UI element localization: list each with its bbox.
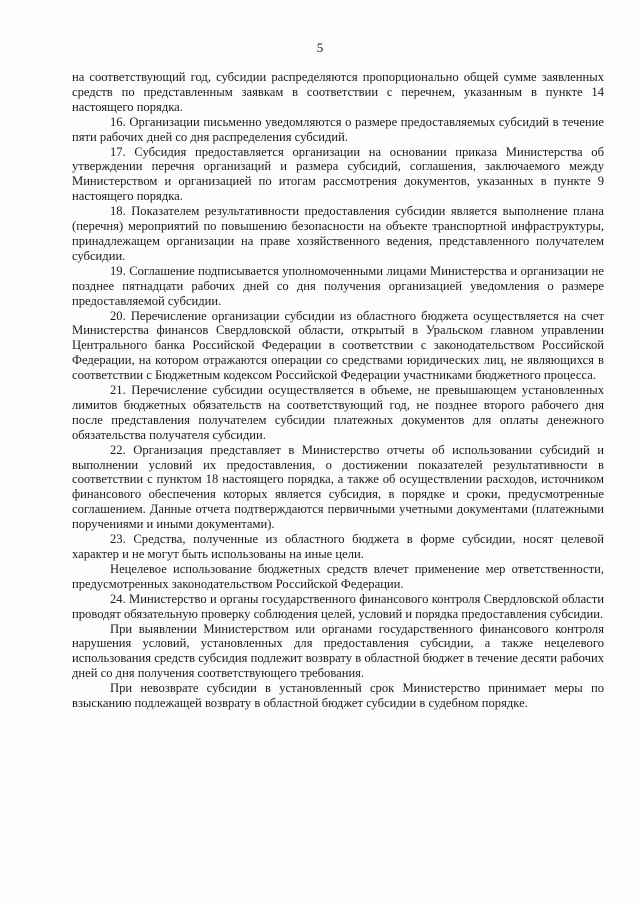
paragraph-18: 18. Показателем результативности предоставления субсидии является выполнение плана (перечня) мероприятий по повышению безопасности на объекте транспортной инфраструктуры, принадлежащем организации на праве хозяйственного ведения, представленного получателем субсидии. — [72, 204, 604, 263]
paragraph-20: 20. Перечисление организации субсидии из областного бюджета осуществляется на счет Министерства финансов Свердловской области, открытый в Уральском главном управлении Центрального банка Российской Федерации в соответствии с законодательством Российской Федерации, на котором отражаются операции со средствами юридических лиц, не являющихся в соответствии с Бюджетным кодексом Российской Федерации участниками бюджетного процесса. — [72, 308, 604, 383]
paragraph-16: 16. Организации письменно уведомляются о размере предоставляемых субсидий в течение пяти рабочих дней со дня распределения субсидий. — [72, 114, 604, 144]
paragraph-19: 19. Соглашение подписывается уполномоченными лицами Министерства и организации не позднее пятнадцати рабочих дней со дня получения организацией уведомления о размере предоставляемой субсидии. — [72, 263, 604, 308]
paragraph-24-violations: При выявлении Министерством или органами государственного финансового контроля нарушения условий, установленных для предоставления субсидии, а также нецелевого использования средств субсидия подлежит возврату в областной бюджет в течение десяти рабочих дней со дня получения соответствующего требования. — [72, 621, 604, 681]
paragraph-21: 21. Перечисление субсидии осуществляется в объеме, не превышающем установленных лимитов бюджетных обязательств на соответствующий год, не позднее второго рабочего дня после представления получателем субсидии платежных документов для оплаты денежного обязательства получателя субсидии. — [72, 383, 604, 442]
paragraph-continuation: на соответствующий год, субсидии распределяются пропорционально общей сумме заявленных средств по представленным заявкам в соответствии с перечнем, указанным в пункте 14 настоящего порядка. — [72, 70, 604, 114]
paragraph-24-recovery: При невозврате субсидии в установленный срок Министерство принимает меры по взысканию подлежащей возврату в областной бюджет субсидии в судебном порядке. — [72, 681, 604, 711]
document-body — [72, 70, 604, 711]
paragraph-23: 23. Средства, полученные из областного бюджета в форме субсидии, носят целевой характер и не могут быть использованы на иные цели. — [72, 532, 604, 561]
paragraph-23-continued: Нецелевое использование бюджетных средств влечет применение мер ответственности, предусмотренных законодательством Российской Федерации. — [72, 561, 604, 591]
paragraph-22: 22. Организация представляет в Министерство отчеты об использовании субсидий и выполнении условий их предоставления, о достижении показателей результативности в соответствии с пунктом 18 настоящего порядка, а также об осуществлении расходов, источником финансового обеспечения которых является субсидия, в порядке и сроки, предусмотренные соглашением. Данные отчета подтверждаются первичными учетными документами (платежными поручениями и иными документами). — [72, 442, 604, 532]
paragraph-17: 17. Субсидия предоставляется организации на основании приказа Министерства об утверждении перечня организаций и размера субсидий, соглашения, заключаемого между Министерством и организацией по итогам рассмотрения документов, указанных в пункте 9 настоящего порядка. — [72, 144, 604, 204]
page-number: 5 — [316, 40, 324, 55]
paragraph-24: 24. Министерство и органы государственного финансового контроля Свердловской области проводят обязательную проверку соблюдения целей, условий и порядка предоставления субсидии. — [72, 591, 604, 621]
